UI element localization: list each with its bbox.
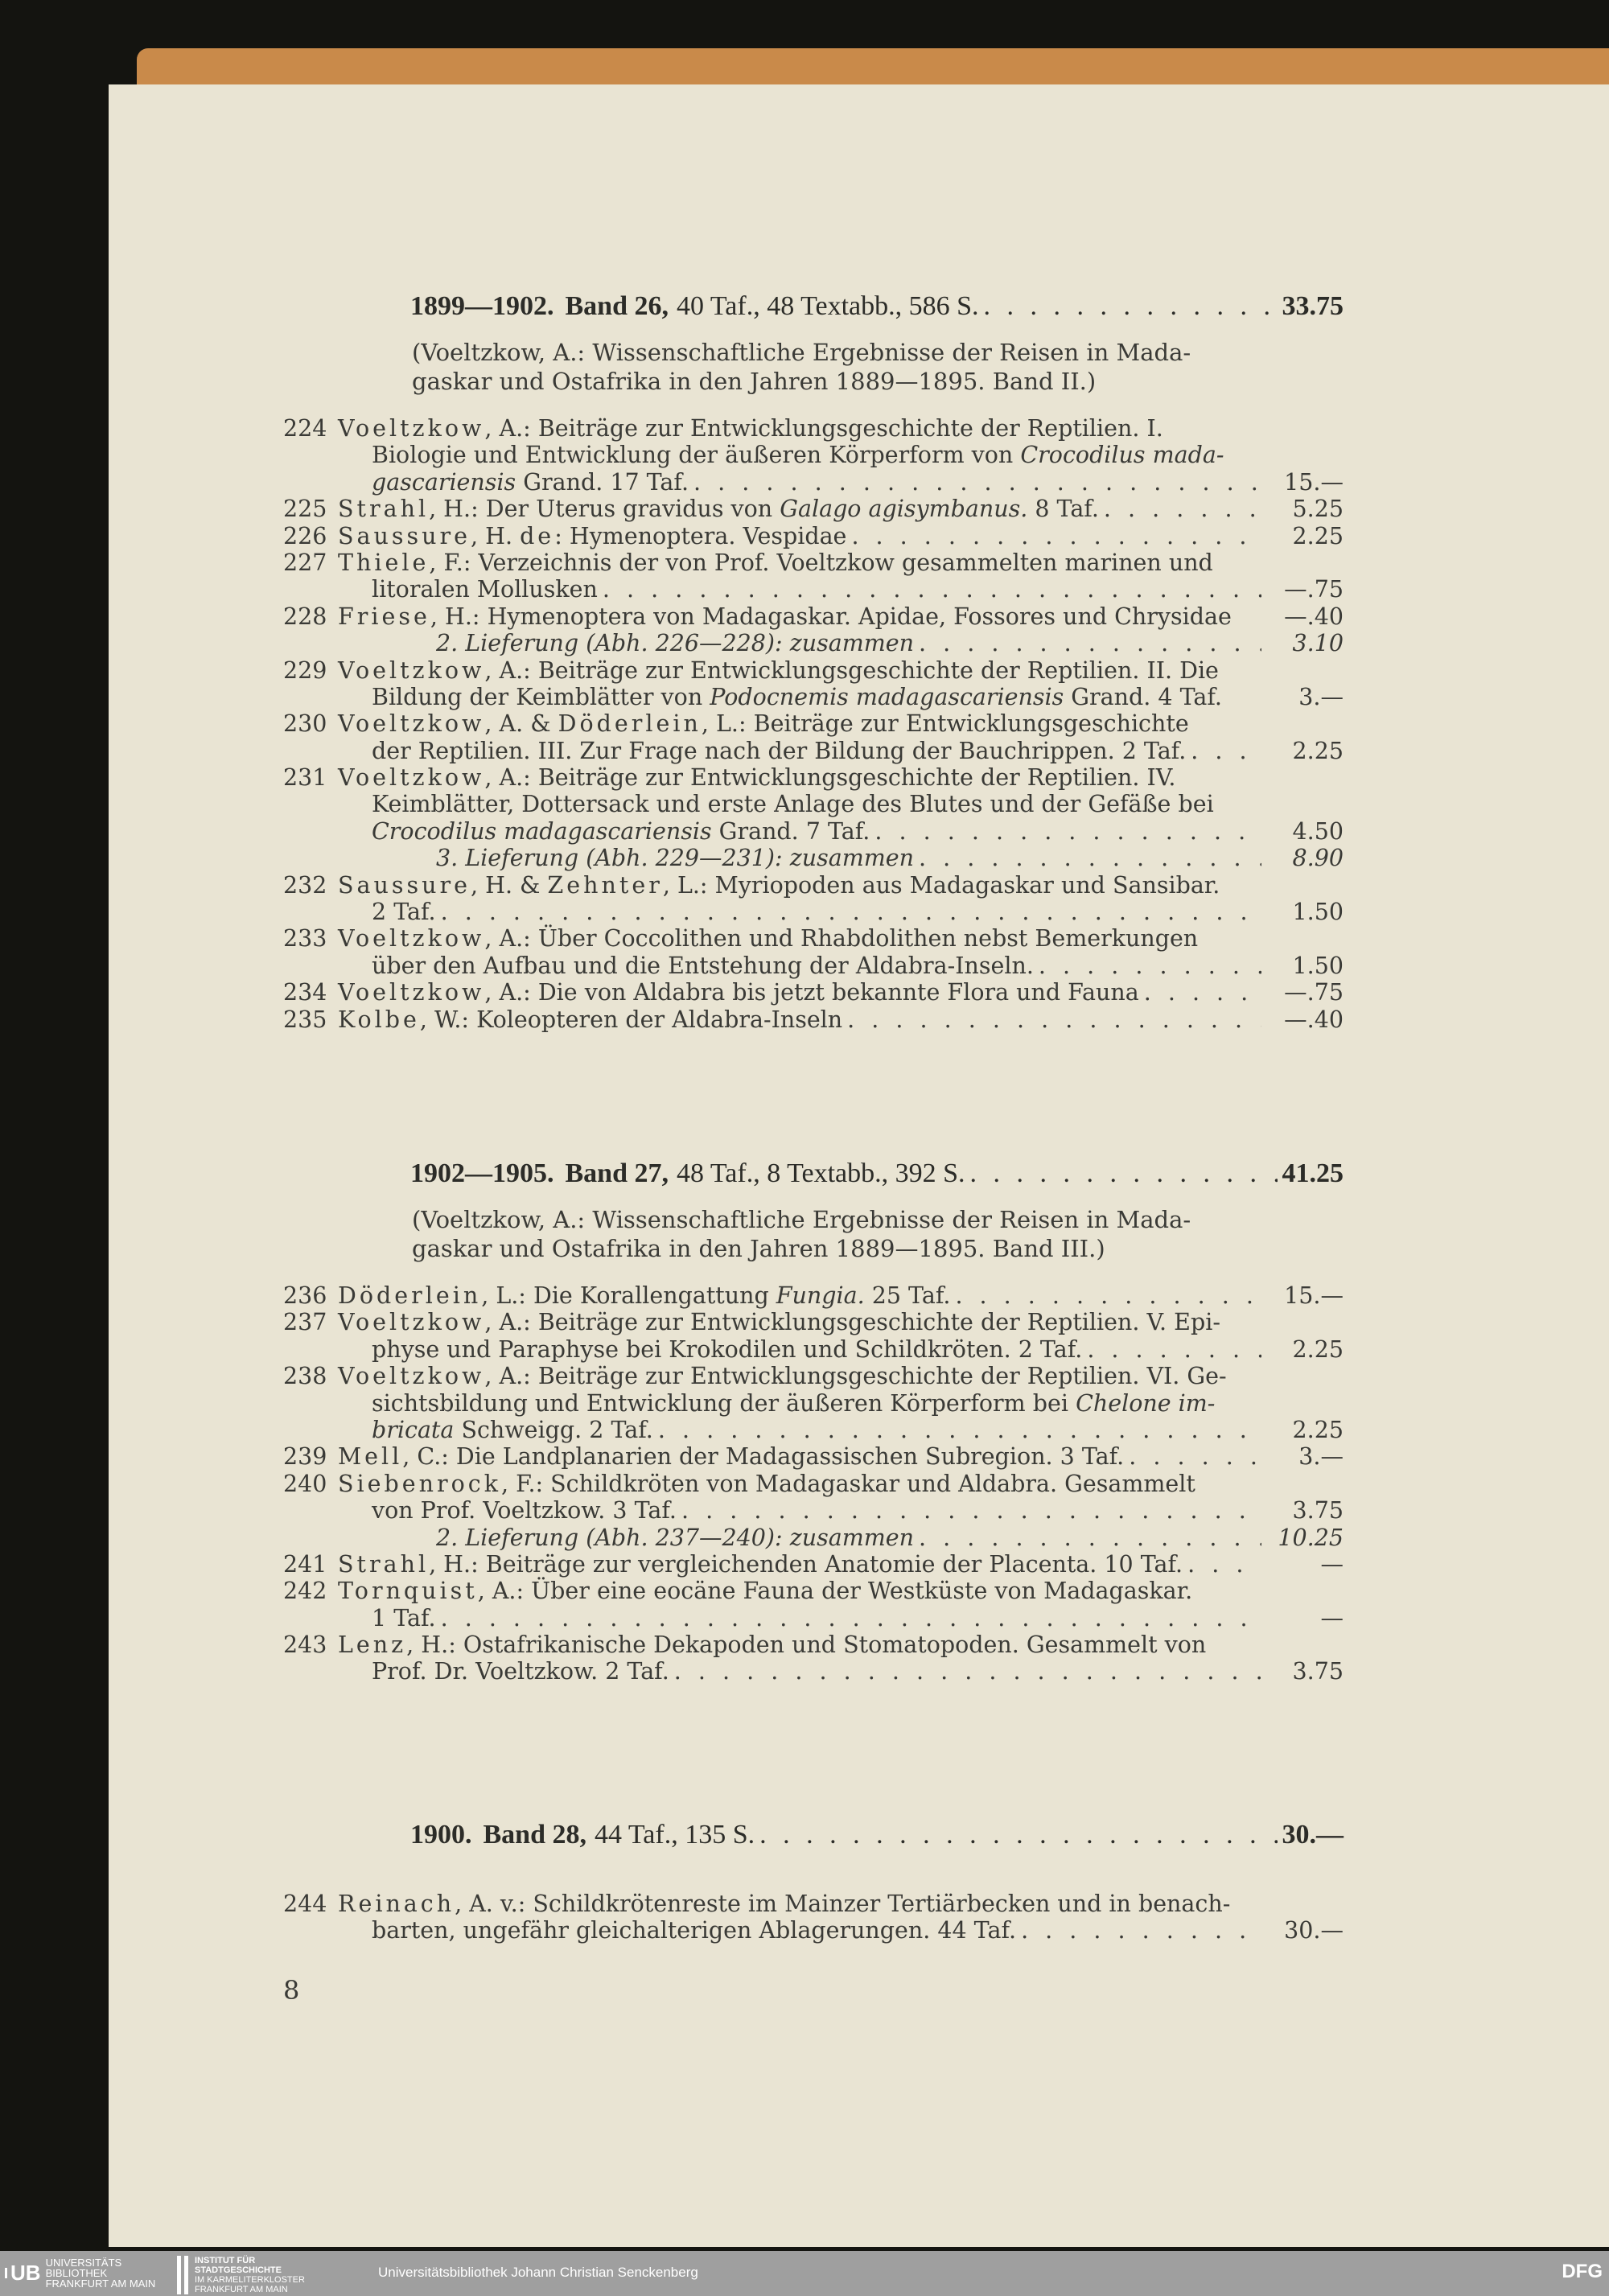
entry-price: 2.25 (1292, 1416, 1344, 1443)
heading-price: 33.75 (1282, 291, 1344, 321)
entry-text-part: von Prof. Voeltzkow. 3 Taf. (372, 1497, 677, 1524)
entry-text-part: , F.: Verzeichnis der von Prof. Voeltzkow gesammelten marinen und (429, 549, 1213, 576)
ub-logo[interactable]: UB UNIVERSITÄTS BIBLIOTHEK FRANKFURT AM MAIN (5, 2257, 155, 2289)
section-heading (410, 1820, 1344, 1850)
entry-text-part: : Hymenoptera. Vespidae (554, 522, 847, 549)
entry-text-part: 8 Taf. (1027, 496, 1099, 523)
entry-list (283, 1282, 1344, 1685)
note-line: (Voeltzkow, A.: Wissenschaftliche Ergebnisse der Reisen in Mada- (412, 1206, 1191, 1233)
entry-text-part: , H. & (470, 871, 548, 899)
list-item (283, 1631, 1344, 1685)
entry-text-part: Voeltzkow (338, 979, 485, 1006)
entry-line (283, 684, 1344, 710)
entry-line (283, 469, 1344, 496)
dot-leader (441, 1605, 1261, 1631)
entry-text-part: der Reptilien. III. Zur Frage nach der Bildung der Bauchrippen. 2 Taf. (372, 737, 1187, 764)
entry-text-part: , A.: Beiträge zur Entwicklungsgeschichte der Reptilien. VI. Ge- (484, 1363, 1227, 1390)
entry-text (338, 549, 1213, 576)
dot-leader (1104, 496, 1261, 522)
entry-text-part: Siebenrock (338, 1470, 501, 1497)
list-item (283, 1309, 1344, 1363)
dot-leader (970, 1158, 1278, 1189)
dot-leader (658, 1417, 1261, 1443)
list-item (283, 1578, 1344, 1631)
entry-price: —.40 (1284, 1006, 1344, 1033)
entry-number: 227 (283, 549, 327, 576)
entry-price: 15.— (1284, 468, 1344, 496)
entry-line (283, 1658, 1344, 1685)
entry-text-part: Schweigg. 2 Taf. (454, 1416, 653, 1443)
entry-line (283, 442, 1344, 468)
list-item (283, 925, 1344, 979)
entry-text (372, 899, 436, 925)
heading-details: 48 Taf., 8 Textabb., 392 S. (677, 1158, 965, 1188)
entry-number: 241 (283, 1550, 327, 1578)
entry-text-part: , L.: Myriopoden aus Madagaskar und Sansibar. (662, 871, 1220, 899)
entry-text-part: Kolbe (338, 1006, 420, 1033)
dfg-logo[interactable]: DFG (1562, 2261, 1603, 2282)
library-name: Universitätsbibliothek Johann Christian Senckenberg (378, 2265, 698, 2280)
entry-number: 225 (283, 496, 327, 523)
entry-price: 2.25 (1292, 522, 1344, 549)
entry-text-part: , H.: Der Uterus gravidus von (429, 496, 780, 523)
entry-list (283, 1891, 1344, 1944)
entry-line (283, 1471, 1344, 1497)
entry-text-part: , A.: Die von Aldabra bis jetzt bekannte Flora und Fauna (484, 979, 1139, 1006)
dot-leader (919, 1524, 1261, 1551)
subtotal-price: 3.10 (1292, 630, 1344, 657)
entry-line (283, 1363, 1344, 1389)
entry-line (283, 953, 1344, 979)
entry-text-part: Fungia. (776, 1282, 865, 1309)
entry-price: —.75 (1284, 576, 1344, 603)
entry-line (283, 925, 1344, 952)
series-note (412, 1205, 1265, 1263)
entry-text-part: Grand. 17 Taf. (516, 468, 689, 496)
entry-line (283, 1309, 1344, 1335)
entry-price: —.75 (1284, 979, 1344, 1006)
entry-text-part: Döderlein (558, 710, 702, 738)
dot-leader (851, 523, 1261, 549)
entry-text-part: Chelone im- (1076, 1389, 1216, 1417)
entry-line (283, 1006, 1344, 1033)
heading-price: 41.25 (1282, 1158, 1344, 1188)
entry-text-part: Zehnter (547, 871, 663, 899)
entry-text-part: Voeltzkow (338, 1363, 485, 1390)
entry-text (338, 523, 846, 549)
entry-text-part: Strahl (338, 496, 430, 523)
entry-line (283, 415, 1344, 442)
dot-leader (693, 469, 1261, 496)
entry-text (372, 1497, 677, 1524)
entry-line (283, 1631, 1344, 1658)
entry-text (338, 1309, 1220, 1335)
entry-number: 243 (283, 1631, 327, 1659)
list-item (283, 710, 1344, 764)
entry-line (283, 1551, 1344, 1578)
list-item (283, 1471, 1344, 1524)
entry-text-part: Voeltzkow (338, 764, 485, 792)
dot-leader (674, 1658, 1261, 1685)
entry-price: — (1320, 1550, 1344, 1578)
entry-text-part: Saussure (338, 522, 471, 549)
entry-text-part: Saussure (338, 871, 471, 899)
entry-line (283, 549, 1344, 576)
entry-price: 3.— (1298, 683, 1344, 710)
entry-text (338, 1006, 842, 1033)
entry-price: 1.50 (1292, 899, 1344, 926)
entry-number: 232 (283, 871, 327, 899)
entry-text-part: Voeltzkow (338, 656, 485, 684)
entry-price: 15.— (1284, 1282, 1344, 1309)
entry-text-part: Voeltzkow (338, 1309, 485, 1336)
note-line: gaskar und Ostafrika in den Jahren 1889—1895. Band II.) (412, 368, 1097, 395)
subtotal-label: 2. Lieferung (Abh. 226—228): zusammen (436, 630, 914, 657)
entry-text-part: , C.: Die Landplanarien der Madagassischen Subregion. 3 Taf. (402, 1443, 1125, 1471)
entry-line (283, 576, 1344, 603)
entry-text-part: , A.: Beiträge zur Entwicklungsgeschichte der Reptilien. IV. (484, 764, 1176, 792)
entry-text-part: bricata (372, 1416, 455, 1443)
entry-text (338, 872, 1220, 899)
entry-number: 234 (283, 979, 327, 1006)
entry-price: 1.50 (1292, 952, 1344, 979)
subtotal-line (283, 630, 1344, 656)
entry-text (338, 979, 1139, 1006)
entry-number: 226 (283, 522, 327, 549)
heading-band: Band 26, (565, 291, 669, 321)
entry-text (338, 1443, 1124, 1470)
entry-text (372, 953, 1034, 979)
dot-leader (441, 899, 1261, 925)
entry-text (372, 442, 1224, 468)
list-item (283, 603, 1344, 630)
entry-line (283, 1443, 1344, 1470)
entry-text-part: , H.: Hymenoptera von Madagaskar. Apidae, Fossores und Chrysidae (430, 603, 1232, 630)
subtotal-line (283, 845, 1344, 871)
subtotal-label: 2. Lieferung (Abh. 237—240): zusammen (436, 1524, 914, 1551)
entry-text (338, 603, 1232, 630)
entry-text-part: , A.: Beiträge zur Entwicklungsgeschichte der Reptilien. V. Epi- (484, 1309, 1220, 1336)
entry-text (372, 469, 689, 496)
entry-line (283, 657, 1344, 684)
entry-text (372, 738, 1186, 764)
entry-text-part: de (520, 522, 555, 549)
subtotal-label: 3. Lieferung (Abh. 229—231): zusammen (436, 845, 914, 872)
entry-price: 3.75 (1292, 1497, 1344, 1524)
dot-leader (603, 576, 1261, 603)
list-item (283, 1282, 1344, 1309)
institut-logo[interactable]: INSTITUT FÜR STADTGESCHICHTE IM KARMELITERKLOSTER FRANKFURT AM MAIN (177, 2256, 305, 2294)
entry-text-part: 2 Taf. (372, 899, 436, 926)
entry-text (338, 496, 1099, 522)
list-item (283, 523, 1344, 549)
entry-text-part: , A.: Beiträge zur Entwicklungsgeschichte der Reptilien. II. Die (484, 656, 1219, 684)
heading-years: 1902—1905. (410, 1158, 554, 1188)
list-item (283, 657, 1344, 711)
entry-text (372, 576, 598, 603)
entry-line (283, 1497, 1344, 1524)
entry-line (283, 1336, 1344, 1363)
entry-text-part: sichtsbildung und Entwicklung der äußeren Körperform bei (372, 1389, 1076, 1417)
note-line: gaskar und Ostafrika in den Jahren 1889—1895. Band III.) (412, 1235, 1105, 1262)
entry-text-part: Bildung der Keimblätter von (372, 683, 710, 710)
entry-text-part: , H.: Beiträge zur vergleichenden Anatomie der Placenta. 10 Taf. (429, 1550, 1183, 1578)
entry-price: 30.— (1284, 1917, 1344, 1944)
entry-text-part: Voeltzkow (338, 415, 485, 442)
entry-text-part: Podocnemis madagascariensis (710, 683, 1064, 710)
entry-text-part: Voeltzkow (338, 925, 485, 953)
entry-price: — (1320, 1604, 1344, 1631)
entry-line (283, 1891, 1344, 1917)
entry-line (283, 1417, 1344, 1443)
dot-leader (874, 818, 1261, 845)
entry-text-part: , A.: Beiträge zur Entwicklungsgeschichte der Reptilien. I. (484, 415, 1163, 442)
section-heading (410, 291, 1344, 322)
entry-text (372, 1417, 653, 1443)
dot-leader (919, 630, 1261, 656)
entry-text (338, 925, 1198, 952)
entry-text-part: Döderlein (338, 1282, 482, 1309)
heading-band: Band 28, (483, 1820, 586, 1850)
dot-leader (1021, 1917, 1261, 1944)
dot-leader (955, 1282, 1261, 1309)
entry-number: 240 (283, 1470, 327, 1497)
heading-years: 1899—1902. (410, 291, 554, 321)
entry-text-part: , A. v.: Schildkrötenreste im Mainzer Tertiärbecken und in benach- (455, 1891, 1231, 1917)
entry-text-part: Mell (338, 1443, 403, 1471)
entry-text-part: Keimblätter, Dottersack und erste Anlage des Blutes und der Gefäße bei (372, 791, 1214, 818)
entry-text (338, 764, 1175, 791)
list-item (283, 1891, 1344, 1944)
entry-text-part: barten, ungefähr gleichalterigen Ablagerungen. 44 Taf. (372, 1917, 1017, 1944)
entry-text-part: Reinach (338, 1891, 455, 1917)
entry-text-part: Strahl (338, 1550, 430, 1578)
entry-text (338, 1282, 950, 1309)
entry-text-part: Crocodilus mada- (1020, 442, 1224, 469)
entry-text-part: Crocodilus madagascariensis (372, 817, 712, 845)
subtotal-price: 8.90 (1292, 845, 1344, 872)
entry-number: 224 (283, 415, 327, 442)
entry-text (338, 1891, 1230, 1917)
heading-details: 40 Taf., 48 Textabb., 586 S. (677, 291, 979, 321)
list-item (283, 1363, 1344, 1443)
entry-text (372, 1658, 669, 1685)
entry-number: 242 (283, 1578, 327, 1605)
entry-number: 231 (283, 764, 327, 792)
dot-leader (1144, 979, 1261, 1006)
entry-number: 244 (283, 1891, 327, 1917)
entry-text (372, 1917, 1016, 1944)
entry-text-part: Voeltzkow (338, 710, 485, 738)
entry-text (338, 657, 1219, 684)
entry-text-part: , F.: Schildkröten von Madagaskar und Aldabra. Gesammelt (500, 1470, 1195, 1497)
list-item (283, 1006, 1344, 1033)
entry-price: 2.25 (1292, 737, 1344, 764)
entry-text-part: , H.: Ostafrikanische Dekapoden und Stomatopoden. Gesammelt von (406, 1631, 1207, 1659)
entry-number: 235 (283, 1006, 327, 1033)
note-line: (Voeltzkow, A.: Wissenschaftliche Ergebnisse der Reisen in Mada- (412, 339, 1191, 366)
entry-text-part: physe und Paraphyse bei Krokodilen und Schildkröten. 2 Taf. (372, 1335, 1083, 1363)
entry-line (283, 791, 1344, 817)
entry-text (338, 1363, 1227, 1389)
entry-number: 229 (283, 656, 327, 684)
dot-leader (847, 1006, 1261, 1033)
page-number: 8 (283, 1975, 300, 2006)
entry-number: 239 (283, 1443, 327, 1471)
entry-text-part: , L.: Beiträge zur Entwicklungsgeschichte (701, 710, 1189, 738)
entry-number: 228 (283, 603, 327, 630)
subtotal-row (283, 845, 1344, 871)
series-note (412, 338, 1265, 396)
entry-line (283, 818, 1344, 845)
list-item (283, 1551, 1344, 1578)
subtotal-row (283, 630, 1344, 656)
entry-text-part: Galago agisymbanus. (780, 496, 1028, 523)
entry-line (283, 738, 1344, 764)
entry-text-part: Prof. Dr. Voeltzkow. 2 Taf. (372, 1658, 669, 1685)
entry-text-part: litoralen Mollusken (372, 576, 598, 603)
dot-leader (1129, 1443, 1261, 1470)
section-heading (410, 1158, 1344, 1189)
entry-text-part: über den Aufbau und die Entstehung der Aldabra-Inseln. (372, 952, 1034, 979)
list-item (283, 764, 1344, 845)
entry-text-part: Tornquist (338, 1578, 478, 1605)
entry-text-part: , H. (470, 522, 521, 549)
subtotal-line (283, 1524, 1344, 1551)
footer-bar (0, 2251, 1609, 2296)
entry-number: 230 (283, 710, 327, 738)
entry-text-part: 1 Taf. (372, 1604, 436, 1631)
entry-number: 238 (283, 1363, 327, 1390)
entry-line (283, 1578, 1344, 1604)
entry-text (338, 1578, 1192, 1604)
entry-line (283, 872, 1344, 899)
entry-line (283, 603, 1344, 630)
entry-text (372, 684, 1222, 710)
heading-price: 30.— (1282, 1820, 1344, 1850)
entry-text-part: Biologie und Entwicklung der äußeren Körperform von (372, 442, 1021, 469)
entry-line (283, 899, 1344, 925)
entry-text-part: , L.: Die Korallengattung (481, 1282, 776, 1309)
entry-number: 233 (283, 925, 327, 953)
dot-leader (1187, 1551, 1261, 1578)
entry-text (372, 791, 1214, 817)
entry-number: 237 (283, 1309, 327, 1336)
heading-band: Band 27, (565, 1158, 669, 1188)
subtotal-price: 10.25 (1278, 1524, 1344, 1551)
entry-line (283, 1282, 1344, 1309)
entry-price: 3.75 (1292, 1658, 1344, 1685)
entry-price: 3.— (1298, 1443, 1344, 1471)
entry-text (372, 1336, 1082, 1363)
entry-text-part: Grand. 7 Taf. (711, 817, 870, 845)
dot-leader (984, 291, 1278, 322)
entry-price: 2.25 (1292, 1335, 1344, 1363)
entry-line (283, 764, 1344, 791)
entry-text-part: 25 Taf. (864, 1282, 951, 1309)
entry-text-part: , A.: Über Coccolithen und Rhabdolithen nebst Bemerkungen (484, 925, 1199, 953)
dot-leader (919, 845, 1261, 871)
entry-text (372, 1605, 436, 1631)
dot-leader (759, 1820, 1277, 1850)
entry-text-part: , A. & (484, 710, 558, 738)
entry-text-part: , W.: Koleopteren der Aldabra-Inseln (419, 1006, 843, 1033)
entry-price: —.40 (1284, 603, 1344, 630)
entry-line (283, 1390, 1344, 1417)
entry-line (283, 710, 1344, 737)
list-item (283, 872, 1344, 926)
entry-text-part: Friese (338, 603, 430, 630)
entry-text-part: Thiele (338, 549, 430, 576)
list-item (283, 1443, 1344, 1470)
entry-text (372, 1390, 1215, 1417)
entry-text (338, 1551, 1183, 1578)
entry-text-part: Grand. 4 Taf. (1064, 683, 1222, 710)
entry-line (283, 979, 1344, 1006)
entry-line (283, 1917, 1344, 1944)
dot-leader (1087, 1336, 1261, 1363)
list-item (283, 549, 1344, 603)
entry-text-part: gascariensis (372, 468, 516, 496)
subtotal-row (283, 1524, 1344, 1551)
entry-text-part: Lenz (338, 1631, 407, 1659)
entry-text (338, 710, 1189, 737)
dot-leader (681, 1497, 1261, 1524)
entry-line (283, 496, 1344, 522)
list-item (283, 415, 1344, 496)
dot-leader (1039, 953, 1261, 979)
entry-line (283, 1605, 1344, 1631)
dot-leader (1191, 738, 1261, 764)
entry-line (283, 523, 1344, 549)
list-item (283, 496, 1344, 522)
list-item (283, 979, 1344, 1006)
entry-price: 5.25 (1292, 496, 1344, 523)
entry-text-part: , A.: Über eine eocäne Fauna der Westküste von Madagaskar. (477, 1578, 1193, 1605)
entry-text (338, 1631, 1206, 1658)
heading-details: 44 Taf., 135 S. (595, 1820, 755, 1850)
entry-text (338, 415, 1163, 442)
entry-price: 4.50 (1292, 817, 1344, 845)
entry-text (338, 1471, 1195, 1497)
entry-text (372, 818, 870, 845)
entry-list (283, 415, 1344, 1033)
heading-years: 1900. (410, 1820, 472, 1850)
entry-number: 236 (283, 1282, 327, 1309)
